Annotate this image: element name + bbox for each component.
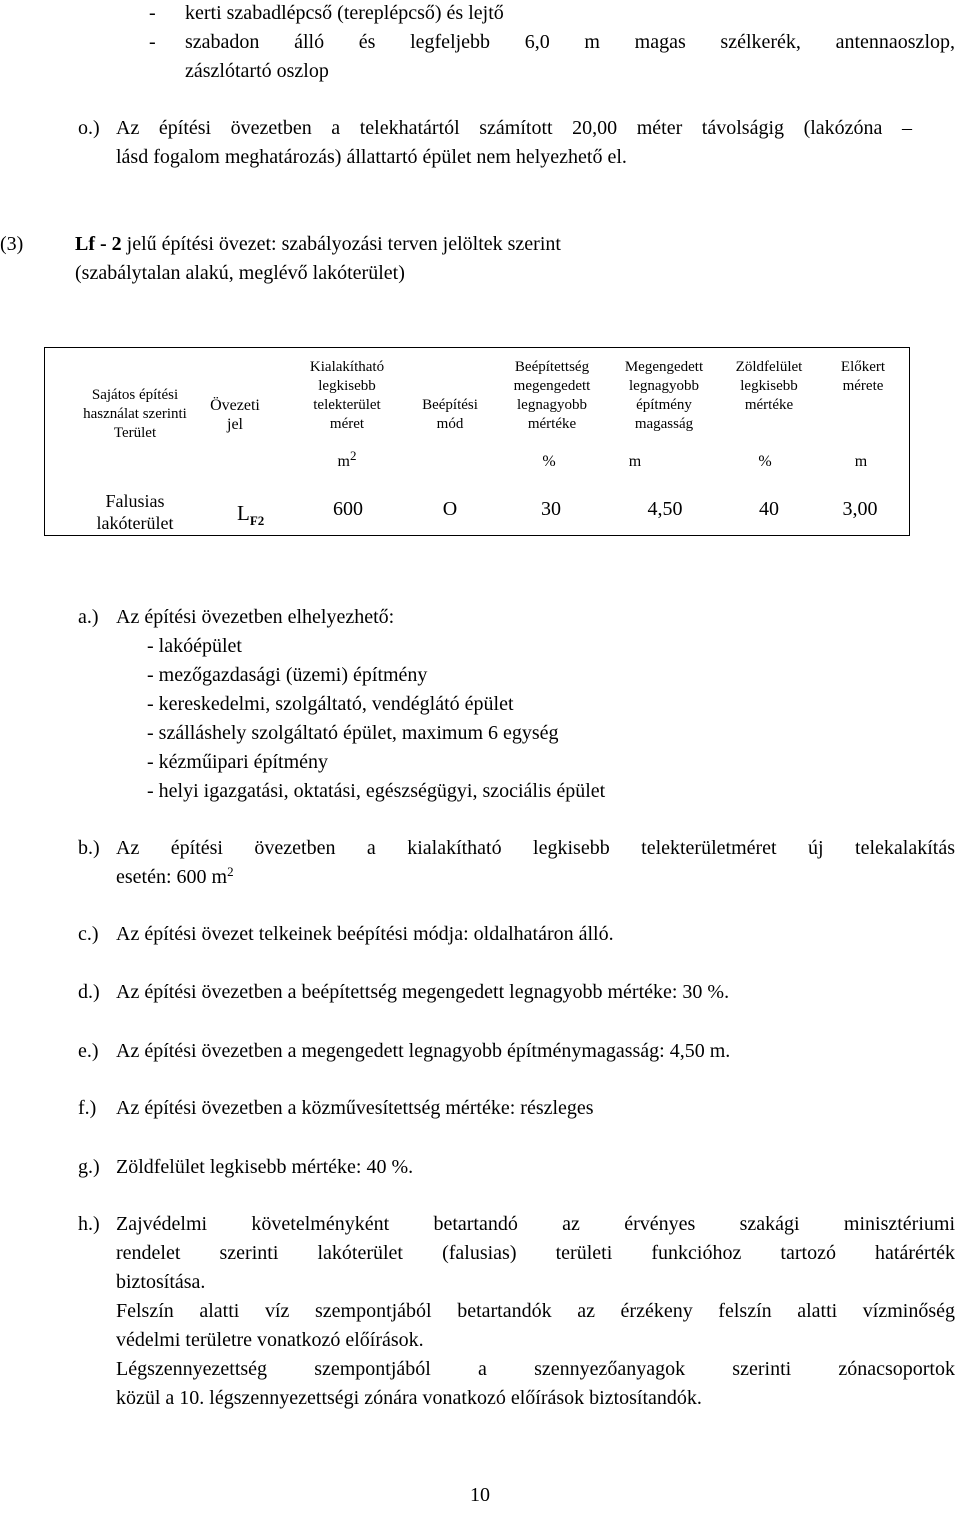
unit-plot: $m^2$ (337, 448, 357, 470)
item-text: Az építési övezetben a kialakítható legkisebb telekterületméret új telekalakítás (116, 837, 955, 859)
list-item: - kézműipari építmény (147, 751, 329, 773)
item-label: b.) (78, 837, 100, 859)
section-heading-rest: jelű építési övezet: szabályozási terven jelöltek szerint (121, 233, 561, 255)
item-text: Zöldfelület legkisebb mértéke: 40 %. (116, 1156, 414, 1178)
item-text: Légszennyezettség szempontjából a szennyezőanyagok szerinti zónacsoportok (116, 1358, 955, 1380)
item-text: közül a 10. légszennyezettségi zónára vonatkozó előírások biztosítandók. (116, 1387, 702, 1409)
item-text: Felszín alatti víz szempontjából betartandók az érzékeny felszín alatti vízminőség (116, 1300, 955, 1322)
list-dash: - (149, 31, 156, 53)
section-heading (75, 232, 561, 256)
unit-front: m (854, 453, 868, 470)
item-label: h.) (78, 1213, 100, 1235)
item-label: o.) (78, 117, 100, 139)
row-front: 3,00 (842, 498, 878, 520)
row-zone: $L_{F2}$ (237, 501, 265, 529)
item-text: rendelet szerinti lakóterület (falusias) területi funkcióhoz tartozó határérték (116, 1242, 955, 1264)
item-text: Az építési övezetben a megengedett legnagyobb építménymagasság: 4,50 m. (116, 1040, 731, 1062)
item-text: Az építési övezetben a telekhatártól számított 20,00 méter távolságig (lakózóna – (116, 117, 912, 139)
unit-green: % (758, 453, 772, 470)
item-text: Az építési övezetben a beépítettség megengedett legnagyobb mértéke: 30 %. (116, 981, 730, 1003)
header-zone: Övezeti jel (210, 397, 260, 433)
list-dash: - (149, 2, 156, 24)
item-label: c.) (78, 923, 99, 945)
row-plot: 600 (333, 498, 363, 520)
zoning-table (44, 347, 910, 536)
item-label: f.) (78, 1097, 97, 1119)
header-use: Sajátos építési használat szerinti Terület (83, 387, 187, 441)
zone-code: Lf - 2 (75, 233, 122, 255)
section-number: (3) (0, 233, 24, 255)
list-item-text: zászlótartó oszlop (185, 60, 329, 82)
list-item-text: szabadon álló és legfeljebb 6,0 m magas szélkerék, antennaoszlop, (185, 31, 955, 53)
header-green: Zöldfelület legkisebb mértéke (735, 359, 803, 413)
unit-coverage: % (542, 453, 556, 470)
header-plot: Kialakítható legkisebb telekterület méret (309, 359, 385, 432)
list-item: - kereskedelmi, szolgáltató, vendéglátó épület (147, 693, 514, 715)
item-label: g.) (78, 1156, 100, 1178)
page-number: 10 (470, 1484, 490, 1506)
row-green: 40 (759, 498, 779, 520)
row-use: Falusias lakóterület (96, 491, 174, 533)
item-text: Az építési övezetben elhelyezhető: (116, 606, 395, 628)
item-text: Az építési övezetben a közművesítettség mértéke: részleges (116, 1097, 594, 1119)
list-item: - lakóépület (147, 635, 242, 657)
item-label: a.) (78, 606, 99, 628)
list-item: - helyi igazgatási, oktatási, egészségügyi, szociális épület (147, 780, 606, 802)
item-text: védelmi területre vonatkozó előírások. (116, 1329, 424, 1351)
item-text: Az építési övezet telkeinek beépítési módja: oldalhatáron álló. (116, 923, 614, 945)
header-height: Megengedett legnagyobb építmény magasság (624, 359, 704, 432)
header-front: Előkert mérete (840, 359, 886, 394)
row-height: 4,50 (647, 498, 683, 520)
list-item: - szálláshely szolgáltató épület, maximum 6 egység (147, 722, 559, 744)
item-text: biztosítása. (116, 1271, 206, 1293)
item-text: lásd fogalom meghatározás) állattartó épület nem helyezhető el. (116, 146, 627, 168)
list-item-text: kerti szabadlépcső (tereplépcső) és lejtő (185, 2, 504, 24)
item-text: Zajvédelmi követelményként betartandó az érvényes szakági minisztériumi (116, 1213, 955, 1235)
section-subheading: (szabálytalan alakú, meglévő lakóterület) (75, 262, 405, 284)
list-item: - mezőgazdasági (üzemi) építmény (147, 664, 428, 686)
row-coverage: 30 (541, 498, 561, 520)
header-mode: Beépítési mód (422, 397, 478, 432)
row-mode: O (442, 498, 458, 520)
item-text: esetén: 600 $m^2$ (116, 864, 234, 888)
item-label: d.) (78, 981, 100, 1003)
unit-height: m (628, 453, 642, 470)
header-coverage: Beépítettség megengedett legnagyobb mértéke (513, 359, 591, 432)
item-label: e.) (78, 1040, 99, 1062)
